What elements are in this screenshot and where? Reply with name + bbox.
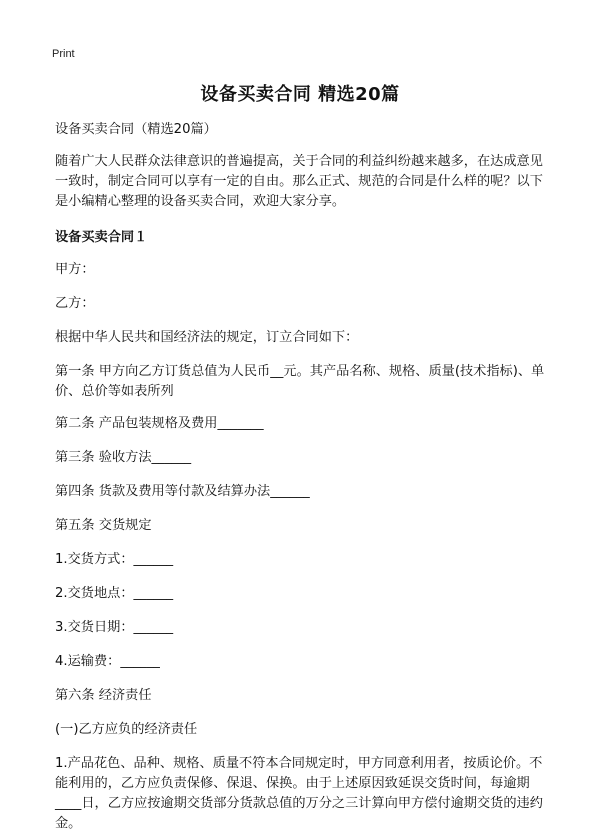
clause-6: 第六条 经济责任 xyxy=(55,688,152,703)
intro-paragraph: 随着广大人民群众法律意识的普遍提高，关于合同的利益纠纷越来越多，在达成意见一致时，制定合同可以享有一定的自由。那么正式、规范的合同是什么样的呢？以下是小编精心整理的设备买卖合同，欢迎大家分享。 xyxy=(55,154,543,209)
party-a-line: 甲方： xyxy=(55,262,95,277)
clause-5: 第五条 交货规定 xyxy=(55,518,152,533)
section-heading: 设备买卖合同１ xyxy=(55,230,148,245)
document-body xyxy=(55,120,550,834)
liability-item-1: 1.产品花色、品种、规格、质量不符本合同规定时，甲方同意利用者，按质论价。不能利用的，乙方应负责保修、保退、保换。由于上述原因致延误交货时间，每逾期____日，乙方应按逾期交货部分货款总值的万分之三计算向甲方偿付逾期交货的违约金。 xyxy=(55,756,543,831)
party-b-line: 乙方： xyxy=(55,296,95,311)
sub-section-1: (一)乙方应负的经济责任 xyxy=(55,722,198,737)
preamble-line: 根据中华人民共和国经济法的规定，订立合同如下： xyxy=(55,330,359,345)
clause-3: 第三条 验收方法______ xyxy=(55,450,192,465)
clause-2: 第二条 产品包装规格及费用_______ xyxy=(55,416,264,431)
document-title: 设备买卖合同 精选20篇 xyxy=(200,84,400,105)
print-label[interactable]: Print xyxy=(52,48,75,60)
document-subtitle: 设备买卖合同（精选20篇） xyxy=(55,122,217,137)
delivery-item-4: 4.运输费：______ xyxy=(55,654,160,669)
clause-1: 第一条 甲方向乙方订货总值为人民币__元。其产品名称、规格、质量(技术指标)、单价、总价等如表所列 xyxy=(55,364,545,399)
clause-4: 第四条 货款及费用等付款及结算办法______ xyxy=(55,484,310,499)
delivery-item-2: 2.交货地点：______ xyxy=(55,586,174,601)
delivery-item-3: 3.交货日期：______ xyxy=(55,620,174,635)
delivery-item-1: 1.交货方式：______ xyxy=(55,552,174,567)
